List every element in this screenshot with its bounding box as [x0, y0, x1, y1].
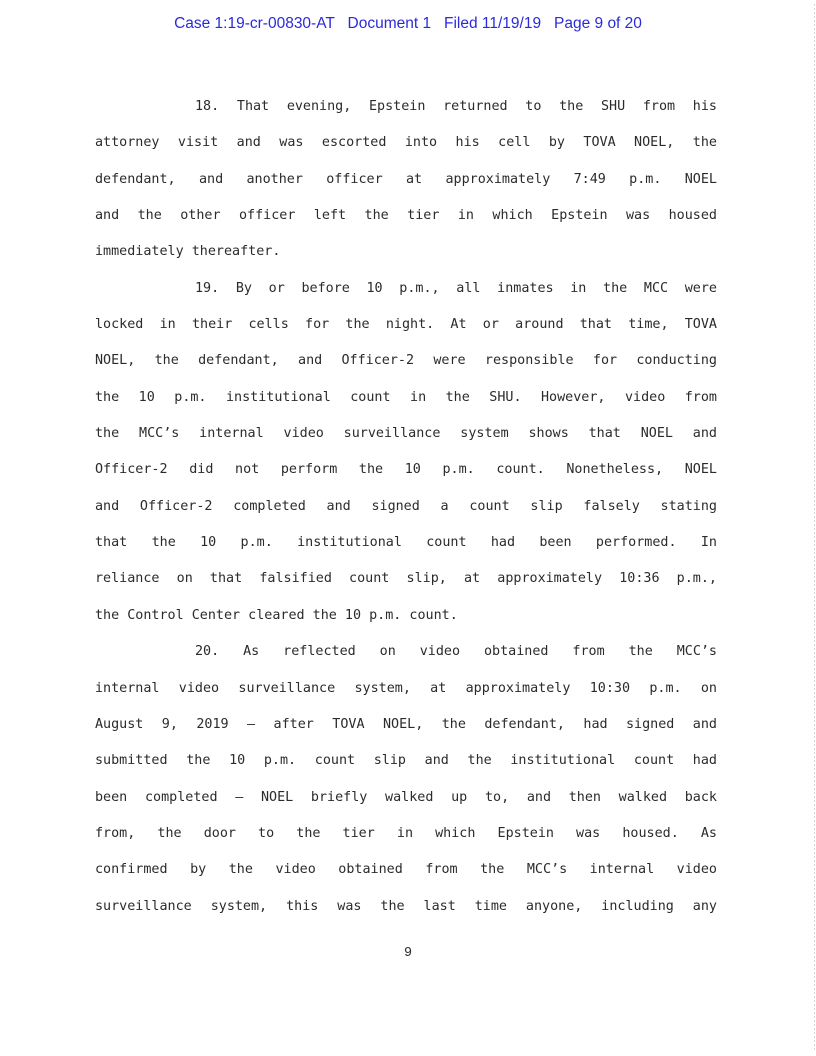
- paragraph-20-line: been completed – NOEL briefly walked up to, and then walked back: [95, 789, 717, 805]
- paragraph-19-line: the 10 p.m. institutional count in the SHU. However, video from: [95, 389, 717, 405]
- paragraph-20-line: confirmed by the video obtained from the MCC’s internal video: [95, 862, 717, 878]
- paragraph-19-line: reliance on that falsified count slip, at approximately 10:36 p.m.,: [95, 571, 717, 587]
- paragraph-20-line: internal video surveillance system, at approximately 10:30 p.m. on: [95, 680, 717, 696]
- case-header: Case 1:19-cr-00830-AT Document 1 Filed 11/19/19 Page 9 of 20: [174, 15, 642, 32]
- paragraph-20-line: 20. As reflected on video obtained from the MCC’s: [195, 644, 717, 660]
- paragraph-18-line: 18. That evening, Epstein returned to the SHU from his: [195, 99, 717, 114]
- document-body: [95, 95, 717, 931]
- paragraph-18-line: immediately thereafter.: [95, 244, 281, 260]
- paragraph-19-line: locked in their cells for the night. At or around that time, TOVA: [95, 317, 717, 333]
- paragraph-20-line: August 9, 2019 – after TOVA NOEL, the defendant, had signed and: [95, 716, 717, 732]
- paragraph-18-line: defendant, and another officer at approximately 7:49 p.m. NOEL: [95, 171, 717, 187]
- paragraph-19-line: that the 10 p.m. institutional count had been performed. In: [95, 535, 717, 551]
- paragraph-20-line: submitted the 10 p.m. count slip and the institutional count had: [95, 753, 717, 769]
- paragraph-19-line: 19. By or before 10 p.m., all inmates in the MCC were: [195, 280, 717, 296]
- paragraph-18-line: attorney visit and was escorted into his cell by TOVA NOEL, the: [95, 135, 717, 151]
- paragraph-19-line: Officer-2 did not perform the 10 p.m. count. Nonetheless, NOEL: [95, 462, 717, 478]
- paragraph-20-line: from, the door to the tier in which Epstein was housed. As: [95, 825, 717, 841]
- paragraph-19-line: and Officer-2 completed and signed a count slip falsely stating: [95, 498, 717, 514]
- page-number: 9: [403, 946, 413, 961]
- paragraph-19-line: NOEL, the defendant, and Officer-2 were responsible for conducting: [95, 353, 717, 369]
- paragraph-19-line: the Control Center cleared the 10 p.m. count.: [95, 607, 458, 623]
- paragraph-18-line: and the other officer left the tier in which Epstein was housed: [95, 208, 717, 224]
- scan-edge-artifact: [814, 4, 815, 1052]
- paragraph-19-line: the MCC’s internal video surveillance system shows that NOEL and: [95, 426, 717, 442]
- paragraph-20-line: surveillance system, this was the last time anyone, including any: [95, 898, 717, 914]
